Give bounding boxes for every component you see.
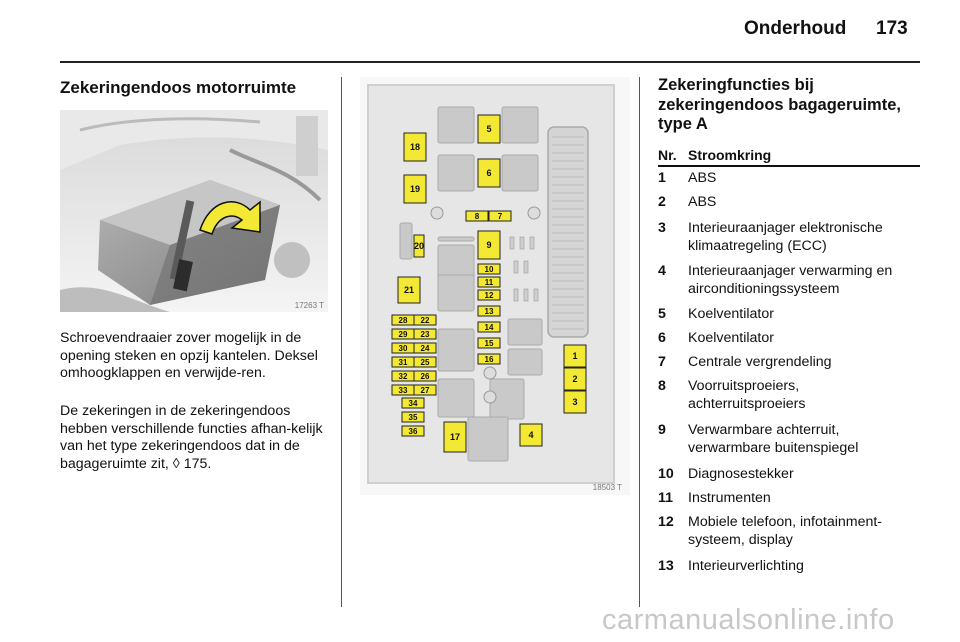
fuse-8 [466, 211, 488, 221]
fusebox-cover-photo [60, 110, 328, 312]
table-header [658, 147, 920, 167]
paragraph-remove-cover: Schroevendraaier zover mogelijk in de opening steken en opzij kantelen. Deksel omhoogklappen en verwijde-ren. [60, 330, 318, 382]
fuse-16 [478, 354, 500, 364]
fuse-label: 18 [409, 142, 421, 153]
fuse-34 [402, 398, 424, 408]
header-rule [60, 61, 920, 63]
fuse-23 [414, 329, 436, 339]
fuse-label: 24 [420, 343, 430, 353]
fuse-20 [414, 235, 424, 257]
fuse-label: 12 [484, 290, 494, 300]
fuse-label: 30 [398, 343, 408, 353]
fuse-number: 12 [658, 514, 674, 530]
fuse-15 [478, 338, 500, 348]
fuse-number: 6 [658, 330, 666, 346]
fuse-2 [564, 368, 586, 390]
fuse-label: 20 [413, 241, 425, 252]
fuse-circuit: Voorruitsproeiers, achterruitsproeiers [688, 378, 806, 412]
fuse-label: 27 [420, 385, 430, 395]
fuse-layout-diagram [360, 77, 630, 495]
fuse-7 [489, 211, 511, 221]
fuse-32 [392, 371, 414, 381]
fuse-10 [478, 264, 500, 274]
fuse-circuit: Mobiele telefoon, infotainment-systeem, display [688, 514, 883, 548]
column-divider-left [341, 77, 342, 607]
fuse-label: 14 [484, 322, 494, 332]
fuse-17 [444, 422, 466, 452]
fuse-28 [392, 315, 414, 325]
fuse-5 [478, 115, 500, 143]
fuse-label: 36 [408, 426, 418, 436]
fuse-label: 10 [484, 264, 494, 274]
fuse-30 [392, 343, 414, 353]
fuse-label: 29 [398, 329, 408, 339]
fuse-label: 32 [398, 371, 408, 381]
fuse-number: 7 [658, 354, 666, 370]
fuse-circuit: Interieuraanjager elektronische klimaatregeling (ECC) [688, 220, 883, 254]
column-divider-right [639, 77, 640, 607]
fuse-29 [392, 329, 414, 339]
fuse-26 [414, 371, 436, 381]
fuse-label: 34 [408, 398, 418, 408]
fuse-label: 26 [420, 371, 430, 381]
fuse-label: 19 [409, 184, 421, 195]
fuse-14 [478, 322, 500, 332]
fuse-6 [478, 159, 500, 187]
fuse-circuit: Koelventilator [688, 330, 774, 346]
fuse-3 [564, 391, 586, 413]
fuse-label: 13 [484, 306, 494, 316]
fuse-label: 21 [403, 285, 415, 296]
fuse-label: 17 [449, 432, 461, 443]
fuse-25 [414, 357, 436, 367]
watermark: carmanualsonline.info [602, 604, 895, 636]
fuse-number: 8 [658, 378, 666, 394]
fuse-circuit: Centrale vergrendeling [688, 354, 832, 370]
fuse-label: 2 [572, 374, 578, 385]
fuse-circuit: Diagnosestekker [688, 466, 794, 482]
fuse-21 [398, 277, 420, 303]
fuse-18 [404, 133, 426, 161]
fuse-13 [478, 306, 500, 316]
fuse-11 [478, 277, 500, 287]
fuse-circuit: Koelventilator [688, 306, 774, 322]
fuse-35 [402, 412, 424, 422]
fuse-number: 9 [658, 422, 666, 438]
photo-code: 17263 T [294, 301, 324, 310]
fuse-27 [414, 385, 436, 395]
fuse-22 [414, 315, 436, 325]
svg-text:18503 T: 18503 T [592, 483, 622, 492]
fuse-circuit: ABS [688, 194, 717, 210]
fuse-number: 5 [658, 306, 666, 322]
fuse-number: 3 [658, 220, 666, 236]
fuse-9 [478, 231, 500, 259]
column-header-nr: Nr. [658, 147, 677, 163]
fuse-label: 5 [486, 124, 492, 135]
fuse-33 [392, 385, 414, 395]
fuse-circuit: Interieurverlichting [688, 558, 804, 574]
fuse-12 [478, 290, 500, 300]
fuse-number: 11 [658, 490, 673, 506]
fuse-label: 9 [486, 240, 492, 251]
fuse-label: 35 [408, 412, 418, 422]
fuse-label: 28 [398, 315, 408, 325]
fuse-1 [564, 345, 586, 367]
fuse-label: 22 [420, 315, 430, 325]
fuse-label: 33 [398, 385, 408, 395]
fuse-label: 25 [420, 357, 430, 367]
section-title-engine-fusebox: Zekeringendoos motorruimte [60, 78, 297, 97]
fuse-label: 3 [572, 397, 578, 408]
fuse-number: 2 [658, 194, 666, 210]
fuse-label: 8 [474, 211, 480, 221]
column-header-circuit: Stroomkring [688, 147, 772, 163]
fuse-36 [402, 426, 424, 436]
running-header-title: Onderhoud [744, 18, 847, 39]
fuse-4 [520, 424, 542, 446]
paragraph-fuse-functions: De zekeringen in de zekeringendoos hebben verschillende functies afhan-kelijk van het type zekeringendoos dat in de bagageruimte zit, ◊ 175. [60, 403, 323, 472]
fuse-label: 6 [486, 168, 492, 179]
page-number: 173 [876, 18, 908, 39]
fuse-circuit: Instrumenten [688, 490, 771, 506]
fuse-label: 31 [398, 357, 408, 367]
section-title-trunk-fusebox: Zekeringfuncties bij zekeringendoos bagageruimte, type A [658, 76, 901, 133]
fuse-24 [414, 343, 436, 353]
fuse-label: 11 [484, 277, 494, 287]
fuse-circuit: Interieuraanjager verwarming en airconditioningssysteem [688, 263, 893, 297]
fuse-circuit: ABS [688, 170, 717, 186]
fuse-label: 4 [528, 430, 534, 441]
fuse-label: 7 [497, 211, 503, 221]
fuse-circuit: Verwarmbare achterruit, verwarmbare buitenspiegel [688, 422, 859, 456]
fuse-label: 23 [420, 329, 430, 339]
fuse-number: 10 [658, 466, 674, 482]
fuse-label: 15 [484, 338, 494, 348]
fuse-number: 13 [658, 558, 674, 574]
fuse-19 [404, 175, 426, 203]
fuse-label: 1 [572, 351, 578, 362]
fuse-label: 16 [484, 354, 494, 364]
fuse-number: 1 [658, 170, 666, 186]
fuse-number: 4 [658, 263, 666, 279]
fuse-31 [392, 357, 414, 367]
